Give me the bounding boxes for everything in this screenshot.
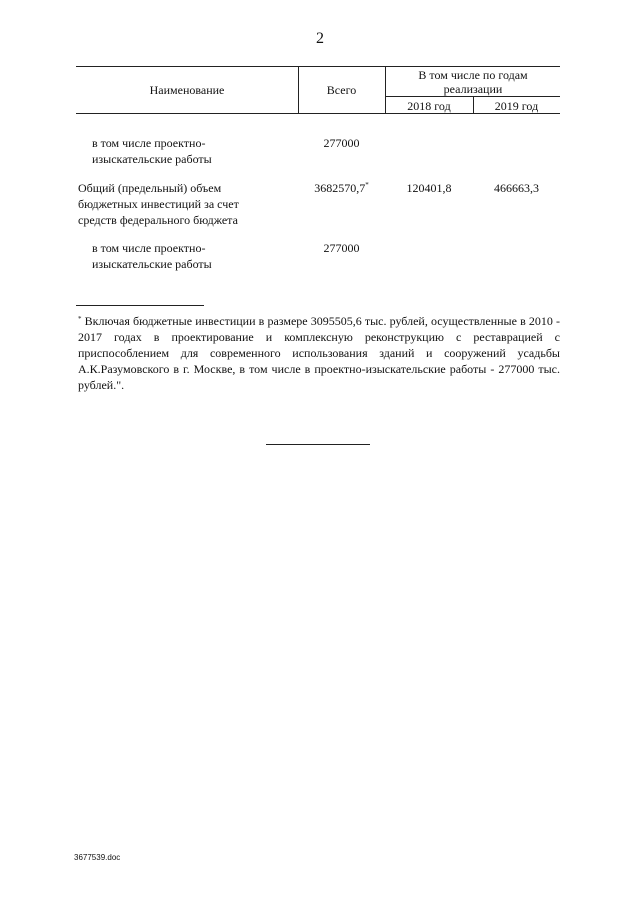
header-name: Наименование bbox=[149, 83, 225, 97]
row-2-name: Общий (предельный) объем бюджетных инвестиций за счет средств федерального бюджета bbox=[78, 181, 239, 227]
header-total: Всего bbox=[326, 83, 357, 97]
end-rule bbox=[266, 444, 370, 445]
footnote-mark: * bbox=[78, 315, 82, 323]
header-year-2018: 2018 год bbox=[407, 99, 451, 113]
row-2-year-2018: 120401,8 bbox=[406, 181, 452, 195]
row-2-year-2019: 466663,3 bbox=[494, 181, 539, 195]
row-3-name: в том числе проектно-изыскательские работы bbox=[92, 241, 212, 271]
row-2-total: 3682570,7* bbox=[314, 181, 369, 195]
table-header-bottom-rule bbox=[76, 113, 560, 114]
table-top-rule bbox=[76, 66, 560, 67]
header-year-2019: 2019 год bbox=[494, 99, 539, 113]
footnote-ref-mark: * bbox=[365, 181, 369, 189]
row-1-total: 277000 bbox=[323, 136, 360, 150]
row-1-name: в том числе проектно-изыскательские работы bbox=[92, 136, 212, 166]
footnote-text: Включая бюджетные инвестиции в размере 3095505,6 тыс. рублей, осуществленные в 2010 - 2017 годах в проектирование и комплексную реконструкцию с реставрацией с приспособлением для современного использования зданий и сооружений усадьбы А.К.Разумовского в г. Москве, в том числе в проектно-изыскательские работы - 277000 тыс. рублей.". bbox=[78, 314, 561, 392]
header-by-years: В том числе по годам реализации bbox=[418, 68, 528, 96]
row-3-total: 277000 bbox=[323, 241, 360, 255]
footnote bbox=[78, 313, 560, 393]
doc-file-name: 3677539.doc bbox=[74, 853, 121, 862]
page-number: 2 bbox=[316, 30, 324, 47]
footnote-separator bbox=[76, 305, 204, 306]
